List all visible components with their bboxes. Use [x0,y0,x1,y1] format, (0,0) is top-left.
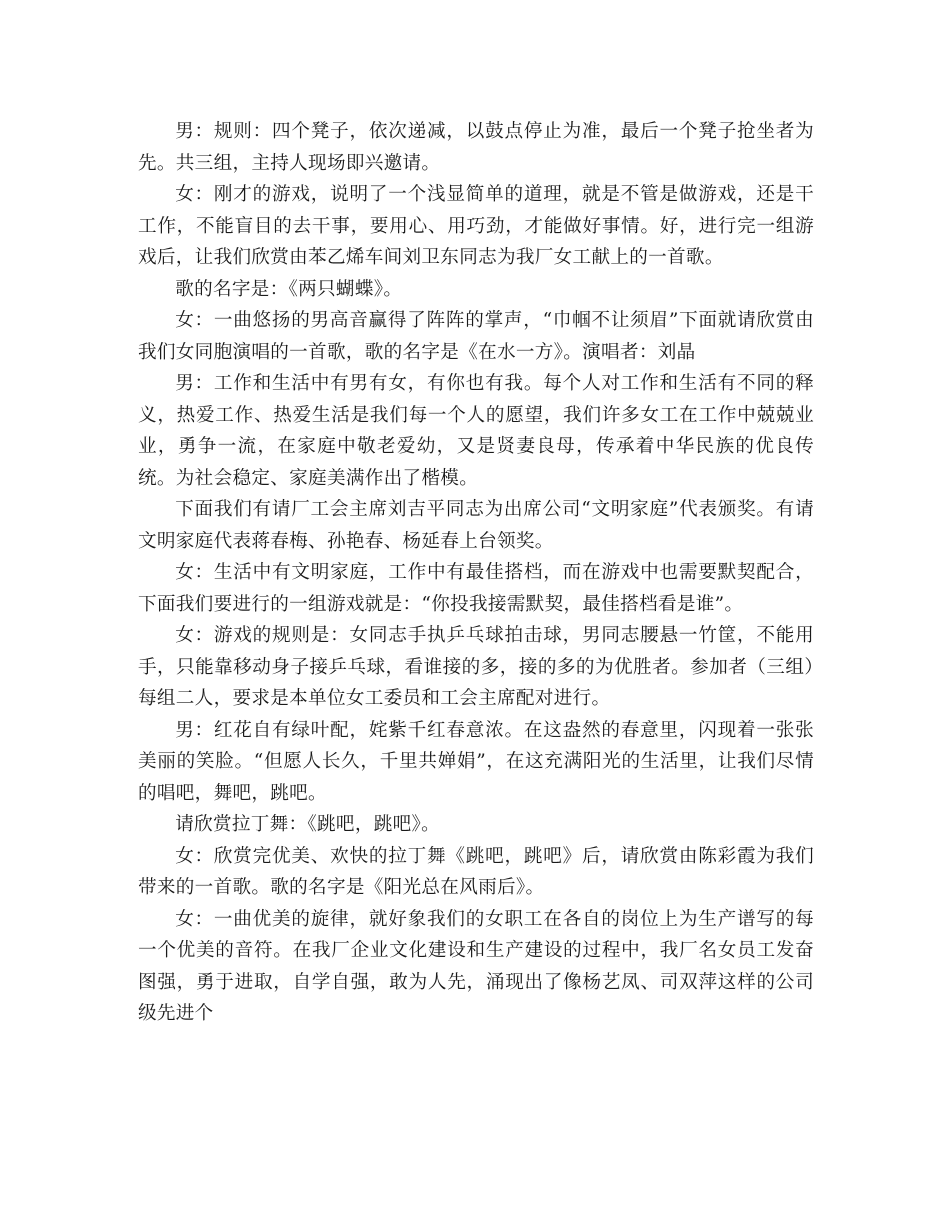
paragraph: 女：刚才的游戏，说明了一个浅显简单的道理，就是不管是做游戏，还是干工作，不能盲目的去干事，要用心、用巧劲，才能做好事情。好，进行完一组游戏后，让我们欣赏由苯乙烯车间刘卫东同志为我厂女工献上的一首歌。 [138,184,814,268]
paragraph: 男：规则：四个凳子，依次递减，以鼓点停止为准，最后一个凳子抢坐者为先。共三组，主持人现场即兴邀请。 [138,121,814,174]
document-body [138,116,814,1030]
paragraph: 歌的名字是：《两只蝴蝶》。 [175,278,403,300]
paragraph: 下面我们有请厂工会主席刘吉平同志为出席公司“文明家庭”代表颁奖。有请文明家庭代表蒋春梅、孙艳春、杨延春上台领奖。 [138,499,814,552]
paragraph: 女：一曲悠扬的男高音赢得了阵阵的掌声，“巾帼不让须眉”下面就请欣赏由我们女同胞演唱的一首歌，歌的名字是《在水一方》。演唱者：刘晶 [138,310,814,363]
paragraph: 女：一曲优美的旋律，就好象我们的女职工在各自的岗位上为生产谱写的每一个优美的音符。在我厂企业文化建设和生产建设的过程中，我厂名女员工发奋图强，勇于进取，自学自强，敢为人先，涌现出了像杨艺凤、司双萍这样的公司级先进个 [138,908,814,1024]
paragraph: 男：红花自有绿叶配，姹紫千红春意浓。在这盎然的春意里，闪现着一张张美丽的笑脸。“但愿人长久，千里共婵娟”，在这充满阳光的生活里，让我们尽情的唱吧，舞吧，跳吧。 [138,719,814,804]
paragraph: 男：工作和生活中有男有女，有你也有我。每个人对工作和生活有不同的释义，热爱工作、热爱生活是我们每一个人的愿望，我们许多女工在工作中兢兢业业，勇争一流，在家庭中敬老爱幼，又是贤妻良母，传承着中华民族的优良传统。为社会稳定、家庭美满作出了楷模。 [138,373,814,489]
paragraph: 女：欣赏完优美、欢快的拉丁舞《跳吧，跳吧》后，请欣赏由陈彩霞为我们带来的一首歌。歌的名字是《阳光总在风雨后》。 [138,845,814,898]
paragraph: 女：游戏的规则是：女同志手执乒乓球拍击球，男同志腰悬一竹筐，不能用手，只能靠移动身子接乒乓球，看谁接的多，接的多的为优胜者。参加者（三组）每组二人，要求是本单位女工委员和工会主席配对进行。 [138,625,814,709]
paragraph: 请欣赏拉丁舞：《跳吧，跳吧》。 [175,814,440,835]
paragraph: 女：生活中有文明家庭，工作中有最佳搭档，而在游戏中也需要默契配合，下面我们要进行的一组游戏就是：“你投我接需默契，最佳搭档看是谁”。 [138,562,814,615]
